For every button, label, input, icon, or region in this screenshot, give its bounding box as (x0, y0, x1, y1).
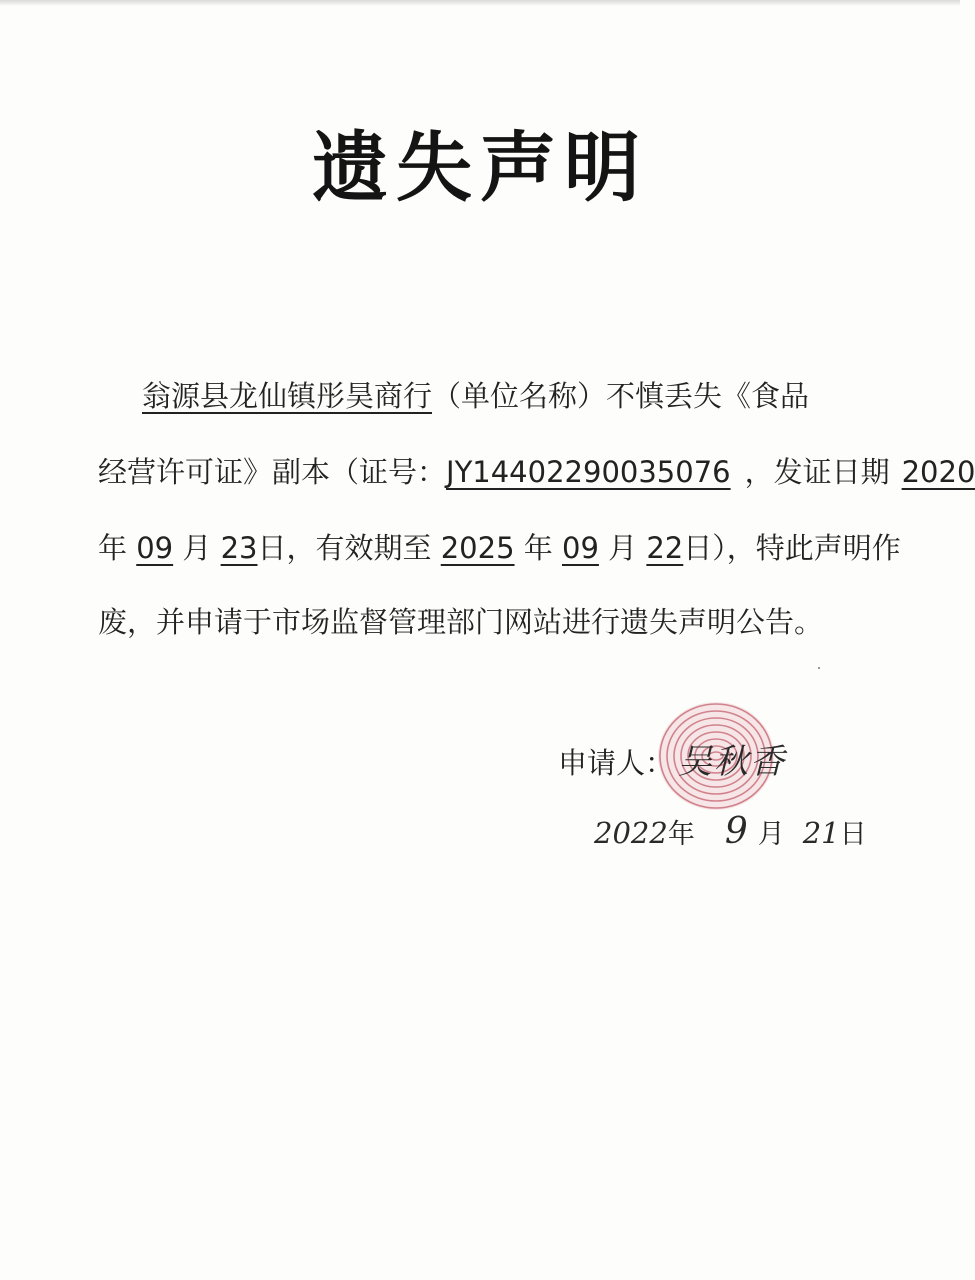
sign-day: 21 (802, 816, 840, 850)
year-char-2: 年 (523, 531, 553, 565)
body-line-3 (98, 528, 901, 568)
body-line-1-text: （单位名称）不慎丢失《食品 (432, 379, 810, 413)
issue-day: 23 (220, 531, 258, 565)
valid-until-label: 日，有效期至 (257, 531, 432, 565)
valid-month: 09 (562, 531, 599, 565)
applicant-signature (558, 742, 786, 783)
scan-edge (0, 0, 960, 6)
month-char: 月 (182, 531, 212, 565)
issue-year: 2020 (901, 455, 975, 489)
body-line-2 (98, 452, 975, 492)
scan-speck (818, 667, 820, 669)
issue-date-label: ，发证日期 (744, 455, 890, 489)
body-line-3-tail: 日），特此声明作 (683, 531, 901, 565)
body-line-4: 废，并申请于市场监督管理部门网站进行遗失声明公告。 (98, 605, 824, 639)
signature-date (594, 812, 867, 855)
sign-month-char: 月 (757, 819, 785, 850)
sign-month: 9 (724, 811, 748, 852)
sign-day-char: 日 (839, 819, 867, 850)
company-name: 翁源县龙仙镇彤昊商行 (142, 379, 433, 413)
sign-year-char: 年 (667, 819, 695, 850)
valid-day: 22 (646, 531, 684, 565)
license-prefix: 经营许可证》副本（证号： (98, 455, 447, 489)
body-line-1 (98, 376, 809, 416)
month-char-2: 月 (608, 531, 638, 565)
applicant-name: 吴秋香 (678, 742, 787, 782)
valid-year: 2025 (440, 531, 515, 565)
license-number-field: JY14402290035076 (446, 455, 731, 489)
year-char: 年 (98, 531, 128, 565)
document-title: 遗失声明 (312, 123, 648, 212)
applicant-label: 申请人： (558, 746, 675, 780)
issue-month: 09 (136, 531, 174, 565)
sign-year: 2022 (594, 816, 668, 850)
